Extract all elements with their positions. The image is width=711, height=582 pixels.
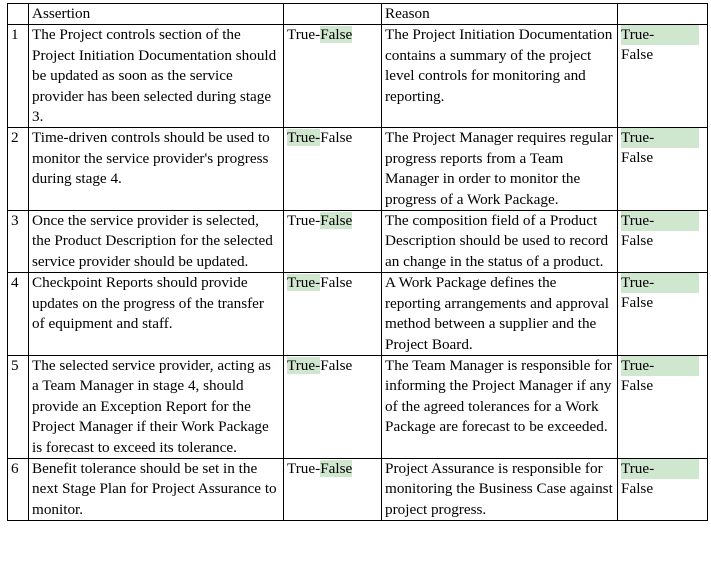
reason-true-option[interactable]: True- <box>621 211 699 231</box>
assertion-true-option[interactable]: True- <box>287 212 321 230</box>
assertion-false-option[interactable]: False <box>320 459 353 477</box>
row-number: 4 <box>8 273 29 356</box>
header-true-false-1 <box>284 4 382 25</box>
assertion-cell: The Project controls section of the Project Initiation Documentation should be updated as soon as the service provider has been selected during stage 3. <box>29 25 284 128</box>
reason-cell: The composition field of a Product Description should be used to record an change in the status of a product. <box>382 211 618 273</box>
assertion-cell: Once the service provider is selected, the Product Description for the selected service provider should be updated. <box>29 211 284 273</box>
reason-true-option[interactable]: True- <box>621 273 699 293</box>
assertion-true-false-cell <box>284 273 382 356</box>
row-number: 5 <box>8 355 29 458</box>
reason-true-option[interactable]: True- <box>621 356 699 376</box>
assertion-true-false-cell <box>284 458 382 520</box>
assertion-true-option[interactable]: True- <box>287 459 321 477</box>
reason-true-false-cell <box>618 25 708 128</box>
reason-cell: The Team Manager is responsible for informing the Project Manager if any of the agreed tolerances for a Work Package are forecast to be exceeded. <box>382 355 618 458</box>
assertion-cell: Time-driven controls should be used to monitor the service provider's progress during stage 4. <box>29 128 284 211</box>
reason-false-option[interactable]: False <box>621 294 654 312</box>
reason-true-false-cell <box>618 355 708 458</box>
table-row <box>8 25 708 128</box>
assertion-true-option[interactable]: True- <box>287 26 321 44</box>
row-number: 3 <box>8 211 29 273</box>
reason-false-option[interactable]: False <box>621 149 654 167</box>
header-true-false-2 <box>618 4 708 25</box>
reason-true-false-cell <box>618 273 708 356</box>
assertion-true-false-cell <box>284 355 382 458</box>
assertion-reason-table <box>7 3 708 521</box>
assertion-true-false-cell <box>284 211 382 273</box>
row-number: 2 <box>8 128 29 211</box>
header-assertion: Assertion <box>29 4 284 25</box>
row-number: 1 <box>8 25 29 128</box>
header-number <box>8 4 29 25</box>
assertion-true-option[interactable]: True- <box>287 356 321 374</box>
assertion-false-option[interactable]: False <box>320 212 353 230</box>
reason-true-false-cell <box>618 128 708 211</box>
reason-false-option[interactable]: False <box>621 46 654 64</box>
reason-true-false-cell <box>618 211 708 273</box>
table-row <box>8 458 708 520</box>
assertion-cell: Benefit tolerance should be set in the next Stage Plan for Project Assurance to monitor. <box>29 458 284 520</box>
header-row <box>8 4 708 25</box>
assertion-false-option[interactable]: False <box>320 356 353 374</box>
reason-true-option[interactable]: True- <box>621 459 699 479</box>
table-row <box>8 128 708 211</box>
reason-false-option[interactable]: False <box>621 376 654 394</box>
reason-true-option[interactable]: True- <box>621 25 699 45</box>
assertion-false-option[interactable]: False <box>320 129 353 147</box>
header-reason: Reason <box>382 4 618 25</box>
reason-true-option[interactable]: True- <box>621 128 699 148</box>
reason-cell: Project Assurance is responsible for monitoring the Business Case against project progress. <box>382 458 618 520</box>
row-number: 6 <box>8 458 29 520</box>
reason-cell: The Project Manager requires regular progress reports from a Team Manager in order to monitor the progress of a Work Package. <box>382 128 618 211</box>
reason-false-option[interactable]: False <box>621 479 654 497</box>
reason-true-false-cell <box>618 458 708 520</box>
table-row <box>8 211 708 273</box>
table-row <box>8 355 708 458</box>
assertion-true-false-cell <box>284 128 382 211</box>
table-row <box>8 273 708 356</box>
reason-cell: The Project Initiation Documentation contains a summary of the project level controls for monitoring and reporting. <box>382 25 618 128</box>
assertion-false-option[interactable]: False <box>320 26 353 44</box>
assertion-true-option[interactable]: True- <box>287 129 321 147</box>
reason-cell: A Work Package defines the reporting arrangements and approval method between a supplier and the Project Board. <box>382 273 618 356</box>
assertion-true-option[interactable]: True- <box>287 274 321 292</box>
assertion-cell: The selected service provider, acting as a Team Manager in stage 4, should provide an Exception Report for the Project Manager if their Work Package is forecast to exceed its tolerance. <box>29 355 284 458</box>
assertion-true-false-cell <box>284 25 382 128</box>
assertion-cell: Checkpoint Reports should provide updates on the progress of the transfer of equipment and staff. <box>29 273 284 356</box>
assertion-false-option[interactable]: False <box>320 274 353 292</box>
reason-false-option[interactable]: False <box>621 232 654 250</box>
